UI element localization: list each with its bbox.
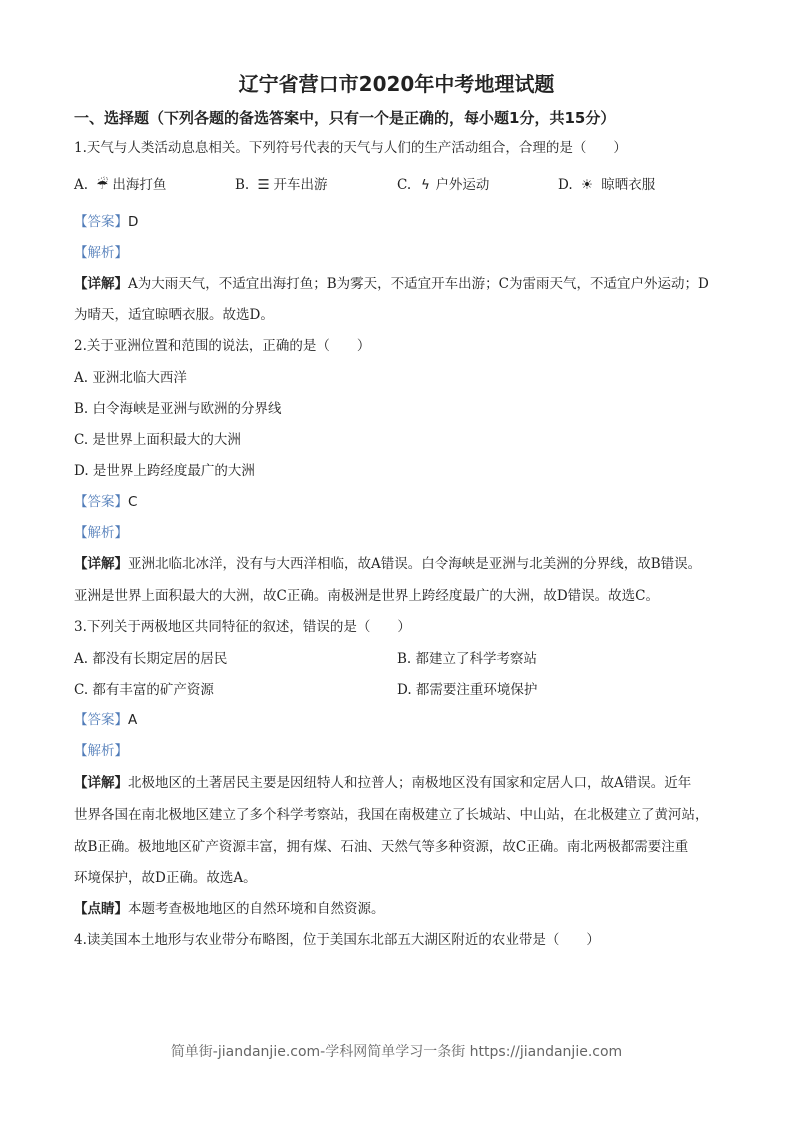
q1-option-c: C. ϟ 户外运动 (397, 177, 490, 193)
q3-detail-cont-2: 故B正确。极地地区矿产资源丰富，拥有煤、石油、天然气等多种资源，故C正确。南北两极都需要注重 (74, 839, 689, 855)
q2-detail-cont: 亚洲是世界上面积最大的大洲，故C正确。南极洲是世界上跨经度最广的大洲，故D错误。故选C。 (74, 588, 659, 604)
q3-comment: 【点睛】本题考查极地地区的自然环境和自然资源。 (74, 901, 385, 917)
section-heading: 一、选择题（下列各题的备选答案中，只有一个是正确的，每小题1分，共15分） (74, 109, 616, 127)
q1-detail-cont: 为晴天，适宜晾晒衣服。故选D。 (74, 307, 274, 323)
q3-option-b: B. 都建立了科学考察站 (397, 651, 538, 667)
q1-answer: 【答案】D (74, 214, 139, 230)
q1-detail: 【详解】A为大雨天气，不适宜出海打鱼；B为雾天，不适宜开车出游；C为雷雨天气，不适宜户外运动；D (74, 276, 709, 292)
question-3-stem: 3.下列关于两极地区共同特征的叙述，错误的是（ ） (74, 619, 411, 635)
q2-option-b: B. 白令海峡是亚洲与欧洲的分界线 (74, 401, 282, 417)
fog-icon: ☰ (257, 177, 270, 193)
page-footer: 简单街-jiandanjie.com-学科网简单学习一条街 https://jiandanjie.com (170, 1044, 623, 1060)
q2-option-a: A. 亚洲北临大西洋 (74, 370, 187, 386)
q1-option-d: D. ☀ 晾晒衣服 (558, 177, 656, 193)
q3-detail-cont-3: 环境保护，故D正确。故选A。 (74, 870, 257, 886)
q2-answer: 【答案】C (74, 494, 138, 510)
question-1-stem: 1.天气与人类活动息息相关。下列符号代表的天气与人们的生产活动组合，合理的是（ ） (74, 140, 627, 156)
q2-option-c: C. 是世界上面积最大的大洲 (74, 432, 241, 448)
page-title: 辽宁省营口市2020年中考地理试题 (238, 72, 555, 96)
q3-answer: 【答案】A (74, 712, 138, 728)
q3-detail-cont-1: 世界各国在南北极地区建立了多个科学考察站，我国在南极建立了长城站、中山站，在北极建立了黄河站， (74, 807, 709, 823)
question-2-stem: 2.关于亚洲位置和范围的说法，正确的是（ ） (74, 338, 371, 354)
q1-option-b: B. ☰ 开车出游 (235, 177, 328, 193)
q2-analysis-label: 【解析】 (74, 525, 128, 541)
sunny-icon: ☀ (580, 177, 593, 193)
q3-option-c: C. 都有丰富的矿产资源 (74, 682, 214, 698)
heavy-rain-icon: ☔ (96, 177, 109, 193)
question-4-stem: 4.读美国本土地形与农业带分布略图，位于美国东北部五大湖区附近的农业带是（ ） (74, 932, 600, 948)
q2-option-d: D. 是世界上跨经度最广的大洲 (74, 463, 255, 479)
thunderstorm-icon: ϟ (420, 177, 430, 193)
q3-option-d: D. 都需要注重环境保护 (397, 682, 538, 698)
q1-option-a: A. ☔ 出海打鱼 (74, 177, 167, 193)
q3-detail: 【详解】北极地区的土著居民主要是因纽特人和拉普人；南极地区没有国家和定居人口，故A错误。近年 (74, 775, 692, 791)
q1-analysis-label: 【解析】 (74, 245, 128, 261)
q2-detail: 【详解】亚洲北临北冰洋，没有与大西洋相临，故A错误。白令海峡是亚洲与北美洲的分界线，故B错误。 (74, 556, 702, 572)
q3-option-a: A. 都没有长期定居的居民 (74, 651, 228, 667)
q3-analysis-label: 【解析】 (74, 743, 128, 759)
